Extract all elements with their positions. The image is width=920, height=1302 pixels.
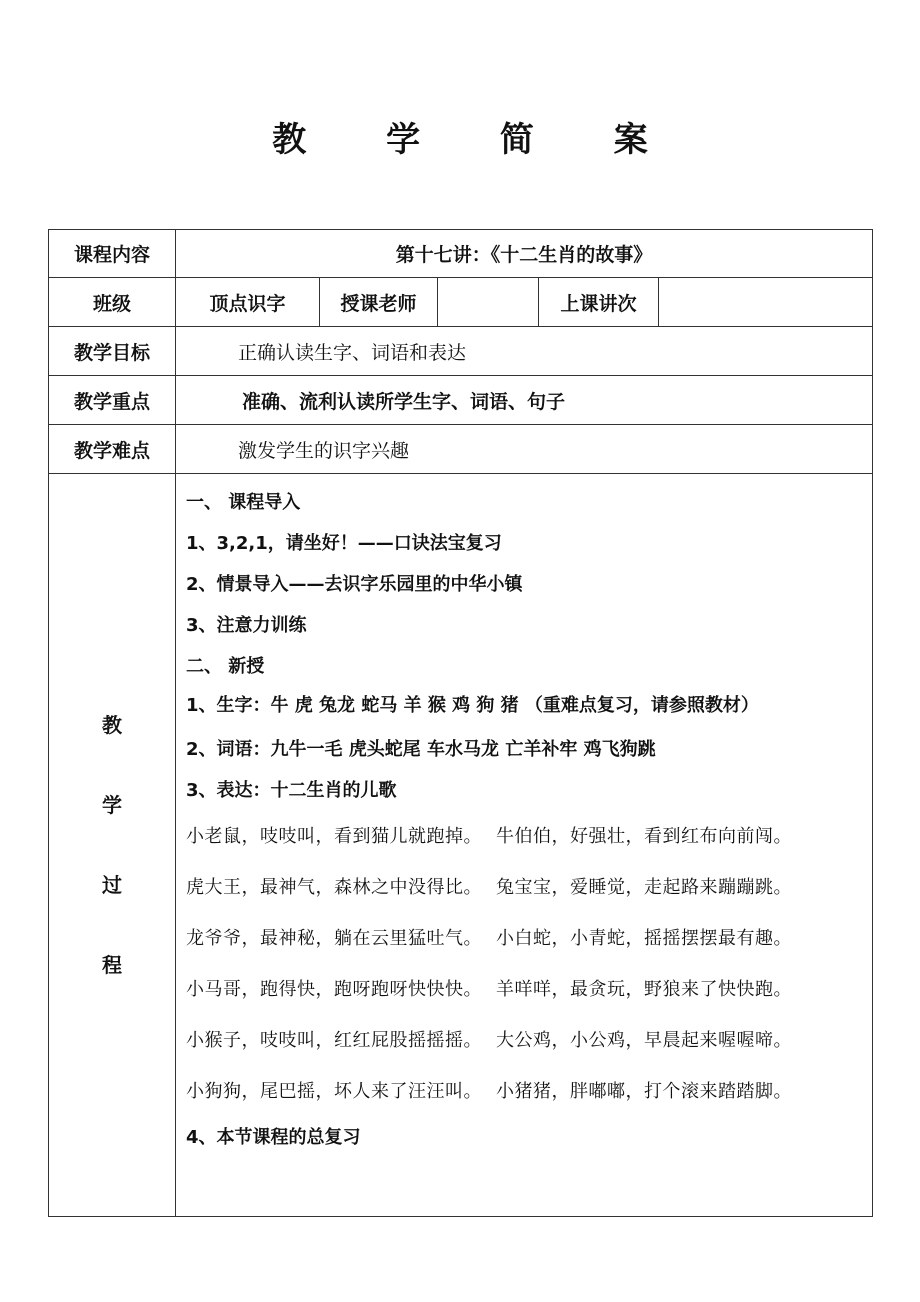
difficulty-value: 激发学生的识字兴趣: [176, 425, 873, 474]
row-class: [49, 278, 873, 327]
content-value: 第十七讲：《十二生肖的故事》: [176, 230, 873, 278]
section-heading: 二、 新授: [186, 656, 265, 677]
class-value: 顶点识字: [176, 278, 320, 327]
process-label: [49, 474, 176, 1217]
section-heading: 一、 课程导入: [186, 492, 301, 513]
process-label-char: 学: [102, 793, 122, 817]
process-label-char: 教: [102, 713, 122, 737]
list-item: 3、注意力训练: [186, 615, 307, 636]
list-item: 2、词语：九牛一毛 虎头蛇尾 车水马龙 亡羊补牢 鸡飞狗跳: [186, 739, 656, 760]
row-content: [49, 230, 873, 278]
class-label: 班级: [49, 278, 176, 327]
poem-line: 虎大王，最神气，森林之中没得比。 兔宝宝，爱睡觉，走起路来蹦蹦跳。: [186, 877, 792, 898]
poem-line: 小狗狗，尾巴摇，坏人来了汪汪叫。 小猪猪，胖嘟嘟，打个滚来踏踏脚。: [186, 1081, 792, 1102]
list-item: 3、表达：十二生肖的儿歌: [186, 780, 397, 801]
row-focus: [49, 376, 873, 425]
poem: [186, 811, 872, 1117]
focus-value: 准确、流利认读所学生字、词语、句子: [176, 376, 873, 425]
poem-line: 小马哥，跑得快，跑呀跑呀快快快。 羊咩咩，最贪玩，野狼来了快快跑。: [186, 979, 792, 1000]
list-item: 2、情景导入——去识字乐园里的中华小镇: [186, 574, 523, 595]
row-process: [49, 474, 873, 1217]
goal-label: 教学目标: [49, 327, 176, 376]
lesson-plan-table: [48, 229, 873, 1217]
row-difficulty: [49, 425, 873, 474]
row-goal: [49, 327, 873, 376]
goal-value: 正确认读生字、词语和表达: [176, 327, 873, 376]
process-label-char: 程: [102, 953, 122, 977]
content-label: 课程内容: [49, 230, 176, 278]
session-label: 上课讲次: [539, 278, 659, 327]
list-item: 4、本节课程的总复习: [186, 1127, 361, 1148]
difficulty-label: 教学难点: [49, 425, 176, 474]
poem-line: 小老鼠，吱吱叫，看到猫儿就跑掉。 牛伯伯，好强壮，看到红布向前闯。: [186, 826, 792, 847]
poem-line: 小猴子，吱吱叫，红红屁股摇摇摇。 大公鸡，小公鸡，早晨起来喔喔啼。: [186, 1030, 792, 1051]
page-title: 教 学 简 案: [272, 120, 682, 160]
process-content: [176, 474, 873, 1217]
focus-label: 教学重点: [49, 376, 176, 425]
process-label-char: 过: [102, 873, 122, 897]
list-item: 1、生字：牛 虎 兔龙 蛇马 羊 猴 鸡 狗 猪 （重难点复习，请参照教材）: [186, 695, 759, 716]
list-item: 1、3,2,1，请坐好！——口诀法宝复习: [186, 533, 502, 554]
session-value: [659, 278, 873, 327]
poem-line: 龙爷爷，最神秘，躺在云里猛吐气。 小白蛇，小青蛇，摇摇摆摆最有趣。: [186, 928, 792, 949]
teacher-label: 授课老师: [320, 278, 438, 327]
teacher-value: [438, 278, 539, 327]
